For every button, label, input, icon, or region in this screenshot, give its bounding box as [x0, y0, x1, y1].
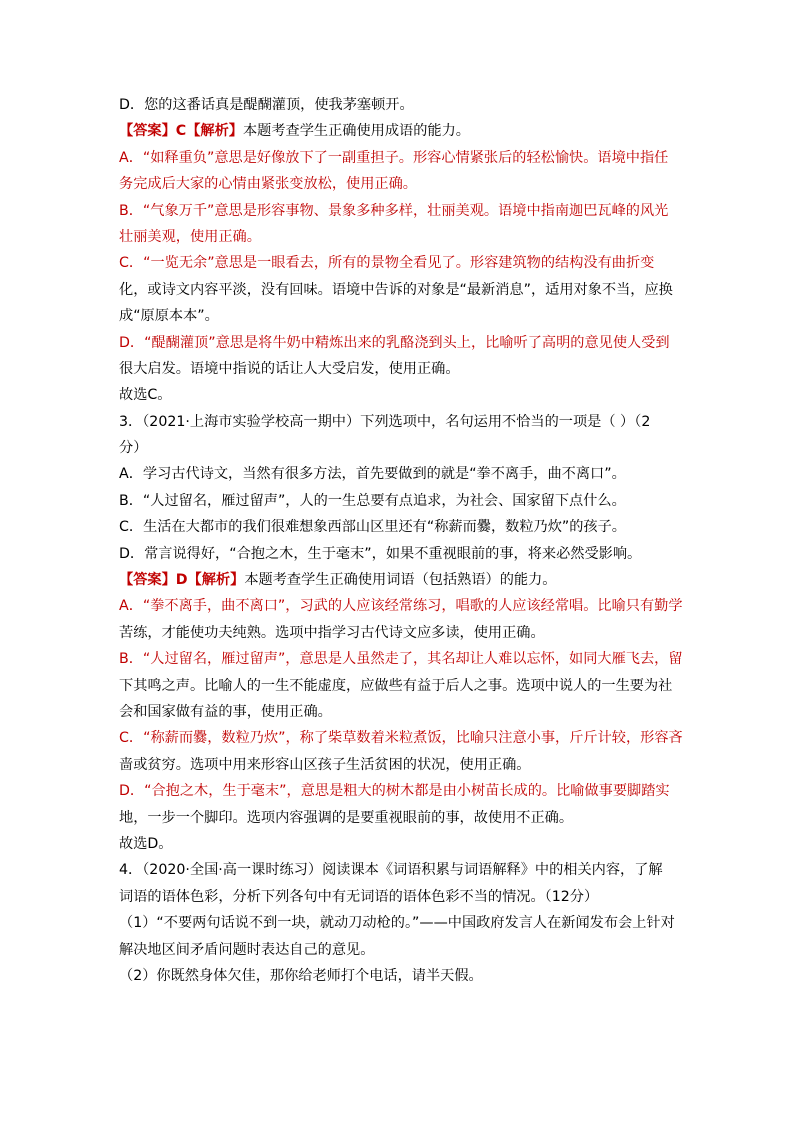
q3-stem: 分）	[119, 440, 148, 457]
analysis-line: 成“原原本本”。	[119, 308, 219, 325]
q4-item: 解决地区间矛盾问题时表达自己的意见。	[119, 941, 375, 958]
q3-answer-line	[119, 567, 681, 593]
analysis-tag: 【解析】	[187, 572, 245, 589]
answer-letter: D	[175, 572, 188, 589]
answer-letter: C	[175, 123, 187, 140]
analysis-line: 啬或贫穷。选项中用来形容山区孩子生活贫困的状况，使用正确。	[119, 756, 531, 773]
answer-tag: 【答案】	[119, 572, 176, 589]
q2-answer-line	[119, 118, 681, 144]
q3-option: D．常言说得好，“合抱之木，生于毫末”，如果不重视眼前的事，将来必然受影响。	[119, 545, 642, 562]
answer-tag: 【答案】	[119, 123, 176, 140]
analysis-line: 务完成后大家的心情由紧张变放松，使用正确。	[119, 176, 417, 193]
q3-option: A．学习古代诗文，当然有很多方法，首先要做到的就是“拳不离手，曲不离口”。	[119, 466, 626, 483]
q3-option: B．“人过留名，雁过留声”，人的一生总要有点追求，为社会、国家留下点什么。	[119, 492, 626, 509]
answer-text: 本题考查学生正确使用词语（包括熟语）的能力。	[244, 572, 557, 589]
analysis-line: C．“称薪而爨，数粒乃炊”，称了柴草数着米粒煮饭，比喻只注意小事，斤斤计较，形容吝	[119, 730, 683, 747]
q3-conclusion: 故选D。	[119, 835, 173, 852]
analysis-line: B．“人过留名，雁过留声”，意思是人虽然走了，其名却让人难以忘怀，如同大雁飞去，留	[119, 651, 683, 668]
analysis-line: 壮丽美观，使用正确。	[119, 228, 261, 245]
analysis-line: D．“醍醐灌顶”意思是将牛奶中精炼出来的乳酪浇到头上，比喻听了高明的意见使人受到	[119, 334, 670, 351]
q4-stem: 4．（2020·全国·高一课时练习）阅读课本《词语积累与词语解释》中的相关内容，了解	[119, 862, 663, 879]
q4-stem: 词语的语体色彩，分析下列各句中有无词语的语体色彩不当的情况。（12分）	[119, 888, 599, 905]
analysis-line: A．“拳不离手，曲不离口”，习武的人应该经常练习，唱歌的人应该经常唱。比喻只有勤学	[119, 598, 683, 615]
analysis-line: 化，或诗文内容平淡，没有回味。语境中告诉的对象是“最新消息”，适用对象不当，应换	[119, 281, 673, 298]
q2-conclusion: 故选C。	[119, 387, 172, 404]
q4-item: （2）你既然身体欠佳，那你给老师打个电话，请半天假。	[119, 967, 483, 984]
analysis-line: D．“合抱之木，生于毫末”，意思是粗大的树木都是由小树苗长成的。比喻做事要脚踏实	[119, 783, 670, 800]
answer-text: 本题考查学生正确使用成语的能力。	[242, 123, 470, 140]
analysis-tag: 【解析】	[186, 123, 243, 140]
analysis-line: A．“如释重负”意思是好像放下了一副重担子。形容心情紧张后的轻松愉快。语境中指任	[119, 149, 669, 166]
analysis-line: 地，一步一个脚印。选项内容强调的是要重视眼前的事，故使用不正确。	[119, 809, 574, 826]
q3-stem: 3．（2021·上海市实验学校高一期中）下列选项中，名句运用不恰当的一项是（ ）（2	[119, 413, 651, 430]
q2-option-d: D．您的这番话真是醍醐灌顶，使我茅塞顿开。	[119, 97, 414, 113]
analysis-line: C．“一览无余”意思是一眼看去，所有的景物全看见了。形容建筑物的结构没有曲折变	[119, 255, 655, 272]
q3-option: C．生活在大都市的我们很难想象西部山区里还有“称薪而爨，数粒乃炊”的孩子。	[119, 519, 626, 536]
document-page	[119, 92, 681, 989]
q4-item: （1）“不要两句话说不到一块，就动刀动枪的。”——中国政府发言人在新闻发布会上针对	[119, 915, 675, 932]
analysis-line: 下其鸣之声。比喻人的一生不能虚度，应做些有益于后人之事。选项中说人的一生要为社	[119, 677, 673, 694]
analysis-line: 会和国家做有益的事，使用正确。	[119, 703, 332, 720]
analysis-line: 苦练，才能使功夫纯熟。选项中指学习古代诗文应多读，使用正确。	[119, 624, 545, 641]
analysis-line: 很大启发。语境中指说的话让人大受启发，使用正确。	[119, 360, 460, 377]
analysis-line: B．“气象万千”意思是形容事物、景象多种多样，壮丽美观。语境中指南迦巴瓦峰的风光	[119, 202, 669, 219]
